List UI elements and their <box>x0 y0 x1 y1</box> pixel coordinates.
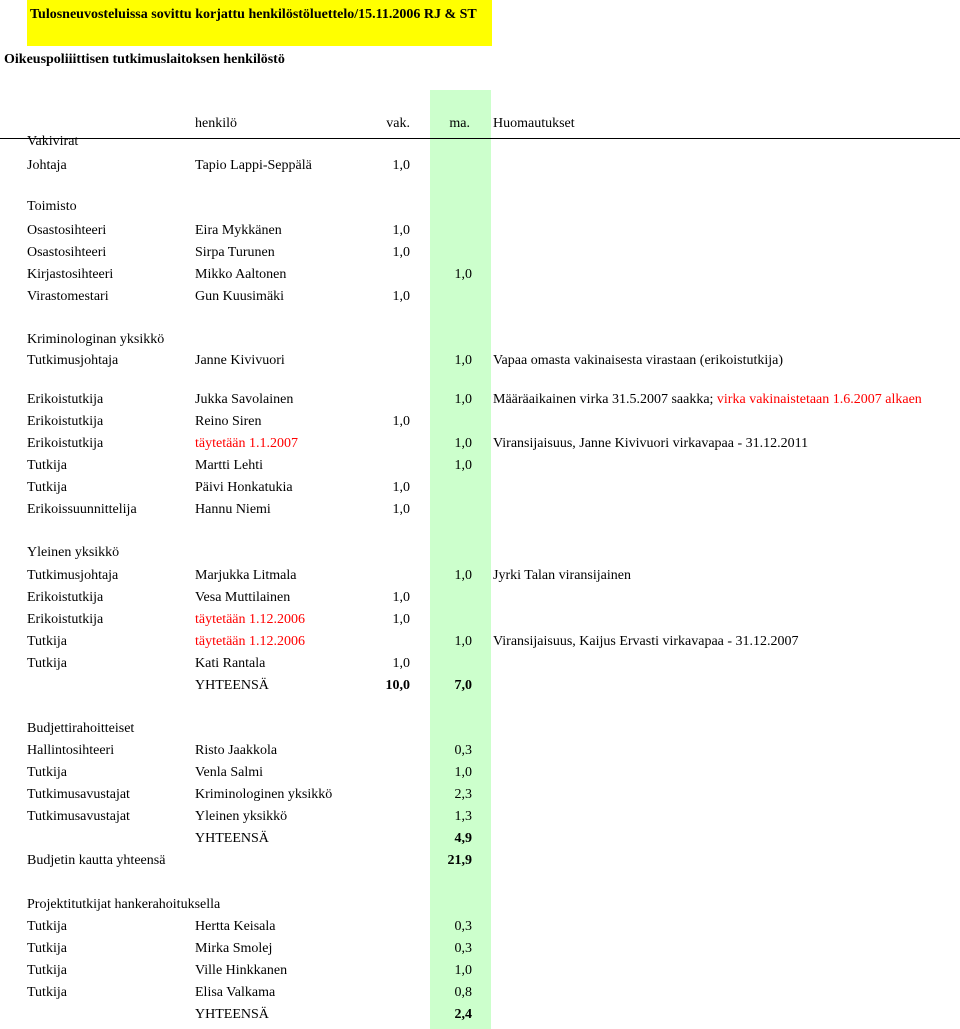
role-cell: Tutkija <box>27 634 67 649</box>
header-notes: Huomautukset <box>493 116 575 131</box>
role-cell: Erikoistutkija <box>27 612 104 627</box>
person-cell: Eira Mykkänen <box>195 223 282 238</box>
role-cell: Johtaja <box>27 158 67 173</box>
section-title: Projektitutkijat hankerahoituksella <box>27 897 221 912</box>
person-cell: Janne Kivivuori <box>195 353 285 368</box>
role-cell: Virastomestari <box>27 289 109 304</box>
vak-value: 1,0 <box>392 480 410 495</box>
role-cell: Tutkija <box>27 963 67 978</box>
vak-value: 1,0 <box>392 612 410 627</box>
role-cell: Erikoistutkija <box>27 436 104 451</box>
ma-value: 0,3 <box>454 919 472 934</box>
role-cell: Tutkija <box>27 985 67 1000</box>
note-cell: Vapaa omasta vakinaisesta virastaan (erikoistutkija) <box>493 353 784 368</box>
grand-total-label: Budjetin kautta yhteensä <box>27 853 166 868</box>
section-title: Toimisto <box>27 199 77 214</box>
person-cell: Gun Kuusimäki <box>195 289 285 304</box>
vak-value: 1,0 <box>392 502 410 517</box>
note-cell: Jyrki Talan viransijainen <box>493 568 631 583</box>
ma-value: 0,3 <box>454 941 472 956</box>
person-cell: Venla Salmi <box>195 765 264 780</box>
person-cell: Jukka Savolainen <box>195 392 294 407</box>
ma-value: 1,0 <box>454 392 472 407</box>
section-title: Kriminologinan yksikkö <box>27 332 165 347</box>
ma-value: 1,0 <box>454 353 472 368</box>
ma-value: 1,0 <box>454 765 472 780</box>
ma-value: 1,0 <box>454 458 472 473</box>
person-cell: Marjukka Litmala <box>195 568 297 583</box>
person-cell: Reino Siren <box>195 414 262 429</box>
header-vak: vak. <box>386 116 410 131</box>
person-cell: Päivi Honkatukia <box>195 480 293 495</box>
role-cell: Tutkija <box>27 656 67 671</box>
vak-value: 1,0 <box>392 289 410 304</box>
vak-value: 1,0 <box>392 414 410 429</box>
total-ma: 4,9 <box>454 831 472 846</box>
ma-value: 1,0 <box>454 568 472 583</box>
person-cell: Hertta Keisala <box>195 919 276 934</box>
ma-value: 1,0 <box>454 634 472 649</box>
total-ma: 2,4 <box>454 1007 472 1022</box>
total-vak: 10,0 <box>385 678 410 693</box>
grand-total-ma: 21,9 <box>447 853 472 868</box>
vak-value: 1,0 <box>392 590 410 605</box>
role-cell: Kirjastosihteeri <box>27 267 114 282</box>
role-cell: Tutkija <box>27 919 67 934</box>
note-highlight: virka vakinaistetaan 1.6.2007 alkaen <box>716 392 922 407</box>
person-cell: Risto Jaakkola <box>195 743 278 758</box>
total-label: YHTEENSÄ <box>195 1007 269 1022</box>
person-cell: Yleinen yksikkö <box>195 809 288 824</box>
person-cell: Mirka Smolej <box>195 941 273 956</box>
person-cell: Sirpa Turunen <box>195 245 275 260</box>
role-cell: Osastosihteeri <box>27 245 107 260</box>
role-cell: Osastosihteeri <box>27 223 107 238</box>
total-label: YHTEENSÄ <box>195 678 269 693</box>
note-cell: Määräaikainen virka 31.5.2007 saakka; virka vakinaistetaan 1.6.2007 alkaen <box>493 392 922 407</box>
ma-value: 1,0 <box>454 436 472 451</box>
person-cell: täytetään 1.12.2006 <box>195 634 306 649</box>
role-cell: Erikoistutkija <box>27 590 104 605</box>
document-subtitle: Oikeuspoliiittisen tutkimuslaitoksen henkilöstö <box>4 52 285 67</box>
ma-value: 1,0 <box>454 963 472 978</box>
person-cell: Kati Rantala <box>195 656 266 671</box>
person-cell: Ville Hinkkanen <box>195 963 288 978</box>
ma-value: 0,8 <box>454 985 472 1000</box>
vak-value: 1,0 <box>392 656 410 671</box>
person-cell: täytetään 1.1.2007 <box>195 436 299 451</box>
role-cell: Erikoistutkija <box>27 392 104 407</box>
person-cell: täytetään 1.12.2006 <box>195 612 306 627</box>
person-cell: Vesa Muttilainen <box>195 590 291 605</box>
person-cell: Mikko Aaltonen <box>195 267 287 282</box>
section-title: Yleinen yksikkö <box>27 545 120 560</box>
note-cell: Viransijaisuus, Janne Kivivuori virkavapaa - 31.12.2011 <box>493 436 809 451</box>
header-ma: ma. <box>449 116 470 131</box>
ma-value: 2,3 <box>454 787 472 802</box>
role-cell: Tutkija <box>27 765 67 780</box>
person-cell: Elisa Valkama <box>195 985 276 1000</box>
vak-value: 1,0 <box>392 223 410 238</box>
section-title: Budjettirahoitteiset <box>27 721 135 736</box>
total-label: YHTEENSÄ <box>195 831 269 846</box>
person-cell: Kriminologinen yksikkö <box>195 787 333 802</box>
person-cell: Martti Lehti <box>195 458 264 473</box>
person-cell: Tapio Lappi-Seppälä <box>195 158 312 173</box>
ma-value: 1,0 <box>454 267 472 282</box>
ma-column-highlight <box>430 90 491 1029</box>
role-cell: Hallintosihteeri <box>27 743 115 758</box>
section-title: Vakivirat <box>27 134 79 149</box>
role-cell: Erikoistutkija <box>27 414 104 429</box>
vak-value: 1,0 <box>392 158 410 173</box>
document-title: Tulosneuvosteluissa sovittu korjattu henkilöstöluettelo/15.11.2006 RJ & ST <box>30 7 477 22</box>
total-ma: 7,0 <box>454 678 472 693</box>
role-cell: Tutkimusavustajat <box>27 787 130 802</box>
header-person: henkilö <box>195 116 237 131</box>
role-cell: Tutkimusavustajat <box>27 809 130 824</box>
role-cell: Erikoissuunnittelija <box>27 502 137 517</box>
role-cell: Tutkija <box>27 941 67 956</box>
ma-value: 0,3 <box>454 743 472 758</box>
ma-value: 1,3 <box>454 809 472 824</box>
note-cell: Viransijaisuus, Kaijus Ervasti virkavapaa - 31.12.2007 <box>493 634 799 649</box>
person-cell: Hannu Niemi <box>195 502 271 517</box>
role-cell: Tutkimusjohtaja <box>27 353 119 368</box>
header-divider <box>0 138 960 139</box>
role-cell: Tutkimusjohtaja <box>27 568 119 583</box>
role-cell: Tutkija <box>27 458 67 473</box>
vak-value: 1,0 <box>392 245 410 260</box>
role-cell: Tutkija <box>27 480 67 495</box>
